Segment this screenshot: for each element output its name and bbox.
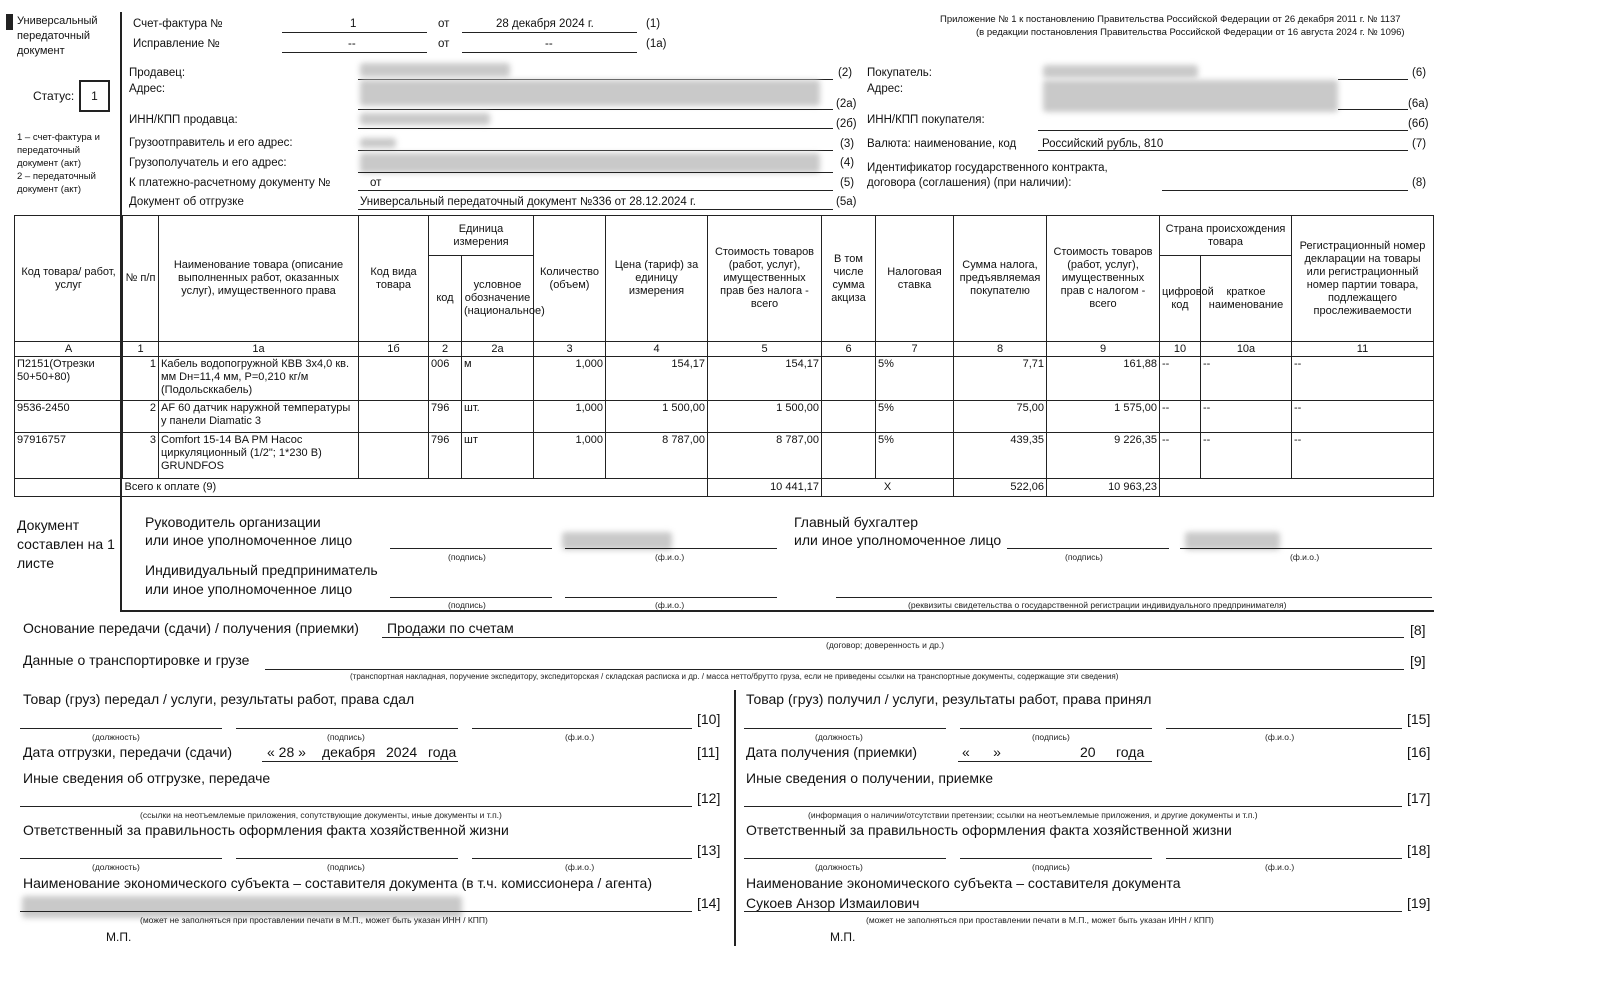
ip-requisites-cap: (реквизиты свидетельства о государственной регистрации индивидуального предпринимателя)	[908, 600, 1287, 610]
buyer-code: (6)	[1412, 67, 1427, 79]
right-resp-label: Ответственный за правильность оформления факта хозяйственной жизни	[746, 822, 1232, 838]
buyer-address-code: (6а)	[1408, 98, 1429, 110]
buyer-inn-code: (6б)	[1408, 118, 1429, 130]
received-label: Товар (груз) получил / услуги, результаты работ, права принял	[746, 691, 1152, 707]
shipdoc-label: Документ об отгрузке	[129, 196, 244, 208]
right-other-code: [17]	[1407, 790, 1431, 806]
handed-position-cap: (должность)	[92, 732, 140, 742]
left-resp-label: Ответственный за правильность оформления факта хозяйственной жизни	[23, 822, 509, 838]
status-note: 1 – счет-фактура и передаточный документ (акт) 2 – передаточный документ (акт)	[17, 132, 100, 195]
basis-value: Продажи по счетам	[387, 620, 514, 636]
right-other-caption: (информация о наличии/отсутствии претензии; ссылки на неотъемлемые приложения, и другие документы и т.п.)	[808, 810, 1258, 820]
seller-name-redacted	[360, 63, 510, 77]
right-resp-position-cap: (должность)	[815, 862, 863, 872]
transport-caption: (транспортная накладная, поручение экспедитору, экспедиторская / складская расписка и др. / масса нетто/брутто груза, если не приведены ссылки на транспортные документы, содержащие эти сведения)	[350, 672, 1119, 681]
payment-value: от	[370, 177, 382, 189]
left-resp-position-cap: (должность)	[92, 862, 140, 872]
correction-code: (1а)	[646, 38, 667, 50]
seller-label: Продавец:	[129, 67, 186, 79]
right-entity-caption: (может не заполняться при проставлении печати в М.П., может быть указан ИНН / КПП)	[866, 915, 1214, 925]
head-label-2: или иное уполномоченное лицо	[145, 532, 353, 548]
doc-type: Универсальный передаточный документ	[17, 15, 98, 57]
total-cost: 10 441,17	[708, 479, 822, 497]
status-box: 1	[79, 80, 110, 112]
th-qty: Количество (объем)	[534, 216, 606, 342]
ship-day: « 28 »	[267, 744, 306, 760]
ip-fio-cap: (ф.и.о.)	[655, 600, 685, 610]
total-label: Всего к оплате (9)	[123, 479, 708, 497]
currency-code: (7)	[1412, 138, 1427, 150]
left-resp-code: [13]	[697, 842, 721, 858]
invoice-label: Счет-фактура №	[133, 18, 223, 30]
left-stamp: М.П.	[106, 930, 132, 944]
th-rate: Налоговая ставка	[876, 216, 954, 342]
consignee-code: (4)	[840, 157, 855, 169]
buyer-name-redacted	[1043, 65, 1198, 78]
invoice-date: 28 декабря 2024 г.	[496, 18, 594, 30]
consignee-label: Грузополучатель и его адрес:	[129, 157, 287, 169]
ip-label-1: Индивидуальный предприниматель	[145, 562, 378, 578]
center-divider	[734, 690, 736, 946]
accountant-label-2: или иное уполномоченное лицо	[794, 532, 1002, 548]
received-fio-cap: (ф.и.о.)	[1265, 732, 1295, 742]
recv-day: « »	[962, 744, 1001, 760]
th-npp: № п/п	[123, 216, 159, 342]
left-entity-code: [14]	[697, 895, 721, 911]
recv-date-label: Дата получения (приемки)	[746, 744, 918, 760]
contract-label-1: Идентификатор государственного контракта,	[867, 162, 1108, 174]
left-entity-label: Наименование экономического субъекта – составителя документа (в т.ч. комиссионера / агента)	[23, 875, 652, 891]
left-resp-fio-cap: (ф.и.о.)	[565, 862, 595, 872]
recv-year: 20	[1080, 744, 1096, 760]
received-position-cap: (должность)	[815, 732, 863, 742]
seller-code: (2)	[838, 67, 853, 79]
status-label: Статус:	[33, 89, 75, 103]
correction-label: Исправление №	[133, 38, 220, 50]
total-with-tax: 10 963,23	[1047, 479, 1160, 497]
shipdoc-code: (5а)	[836, 196, 857, 208]
shipper-redacted	[360, 138, 396, 148]
buyer-label: Покупатель:	[867, 67, 932, 79]
shipper-code: (3)	[840, 138, 855, 150]
th-name: Наименование товара (описание выполненных работ, оказанных услуг), имущественного права	[159, 216, 359, 342]
table-row: 97916757 3 Comfort 15-14 BA PM Насос циркуляционный (1/2"; 1*230 В) GRUNDFOS 796 шт 1,000 8 787,00 8 787,00 5% 439,35 9 226,35 -- -- --	[15, 433, 1434, 479]
left-other-code: [12]	[697, 790, 721, 806]
total-row	[15, 479, 1434, 497]
sign-bottom-border	[121, 610, 1434, 612]
sheets-note: Документ составлен на 1 листе	[17, 517, 115, 571]
th-country-code: цифровой код	[1160, 256, 1201, 342]
buyer-address-redacted	[1043, 80, 1338, 112]
received-code: [15]	[1407, 711, 1431, 727]
currency-label: Валюта: наименование, код	[867, 138, 1017, 150]
handed-fio-cap: (ф.и.о.)	[565, 732, 595, 742]
payment-label: К платежно-расчетному документу №	[129, 177, 331, 189]
transport-label: Данные о транспортировке и грузе	[23, 652, 250, 668]
seller-inn-redacted	[360, 113, 490, 125]
shipdoc-value: Универсальный передаточный документ №336 от 28.12.2024 г.	[360, 196, 697, 208]
basis-caption: (договор; доверенность и др.)	[826, 640, 945, 650]
th-price: Цена (тариф) за единицу измерения	[606, 216, 708, 342]
appendix-line1: Приложение № 1 к постановлению Правительства Российской Федерации от 26 декабря 2011 г. № 1137	[940, 14, 1401, 25]
accountant-sign-cap: (подпись)	[1065, 552, 1103, 562]
ip-sign-cap: (подпись)	[448, 600, 486, 610]
head-fio-cap: (ф.и.о.)	[655, 552, 685, 562]
shipper-label: Грузоотправитель и его адрес:	[129, 137, 293, 149]
ship-year-word: года	[428, 744, 457, 760]
accountant-fio-cap: (ф.и.о.)	[1290, 552, 1320, 562]
seller-inn-label: ИНН/КПП продавца:	[129, 114, 238, 126]
payment-code: (5)	[840, 177, 855, 189]
right-resp-fio-cap: (ф.и.о.)	[1265, 862, 1295, 872]
invoice-code: (1)	[646, 18, 661, 30]
th-country: Страна происхождения товара	[1160, 216, 1292, 256]
left-other-caption: (ссылки на неотъемлемые приложения, сопутствующие документы, иные документы и т.п.)	[140, 810, 502, 820]
head-sign-cap: (подпись)	[448, 552, 486, 562]
table-row: П2151(Отрезки 50+50+80) 1 Кабель водопогружной КВВ 3х4,0 кв. мм Dн=11,4 мм, P=0,210 кг/м (Подольсккабель) 006 м 1,000 154,17 154,17 5% 7,71 161,88 -- -- --	[15, 357, 1434, 401]
ship-month: декабря	[322, 744, 376, 760]
left-entity-caption: (может не заполняться при проставлении печати в М.П., может быть указан ИНН / КПП)	[140, 915, 488, 925]
buyer-inn-label: ИНН/КПП покупателя:	[867, 114, 985, 126]
seller-address-code: (2а)	[836, 98, 857, 110]
right-other-label: Иные сведения о получении, приемке	[746, 770, 994, 786]
index-row: А 1 1а 1б 2 2а 3 4 5 6 7 8 9 10 10а 11	[15, 342, 1434, 357]
currency-value: Российский рубль, 810	[1042, 138, 1164, 150]
basis-label: Основание передачи (сдачи) / получения (приемки)	[23, 620, 359, 636]
appendix-line2: (в редакции постановления Правительства Российской Федерации от 16 августа 2024 г. № 1096)	[976, 27, 1405, 38]
seller-address-label: Адрес:	[129, 83, 166, 95]
accountant-label-1: Главный бухгалтер	[794, 514, 918, 530]
right-entity-label: Наименование экономического субъекта – составителя документа	[746, 875, 1181, 891]
left-other-label: Иные сведения об отгрузке, передаче	[23, 770, 271, 786]
table-row: 9536-2450 2 AF 60 датчик наружной температуры у панели Diamatic 3 796 шт. 1,000 1 500,00 1 500,00 5% 75,00 1 575,00 -- -- --	[15, 401, 1434, 433]
right-resp-sign-cap: (подпись)	[1032, 862, 1070, 872]
buyer-address-label: Адрес:	[867, 83, 904, 95]
total-tax: 522,06	[954, 479, 1047, 497]
basis-code: [8]	[1410, 622, 1426, 638]
ship-date-label: Дата отгрузки, передачи (сдачи)	[23, 744, 233, 760]
invoice-from: от	[438, 18, 450, 30]
th-unit-code: код	[429, 256, 462, 342]
th-cost: Стоимость товаров (работ, услуг), имущественных прав без налога - всего	[708, 216, 822, 342]
th-unit-name: условное обозначение (национальное)	[462, 256, 534, 342]
contract-label-2: договора (соглашения) (при наличии):	[867, 177, 1072, 189]
ship-date-code: [11]	[697, 744, 720, 760]
contract-code: (8)	[1412, 177, 1427, 189]
recv-date-code: [16]	[1407, 744, 1431, 760]
right-resp-code: [18]	[1407, 842, 1431, 858]
left-resp-sign-cap: (подпись)	[327, 862, 365, 872]
handed-sign-cap: (подпись)	[327, 732, 365, 742]
right-entity-value: Сукоев Анзор Измаилович	[746, 895, 920, 911]
right-entity-code: [19]	[1407, 895, 1431, 911]
th-code: Код товара/ работ, услуг	[15, 216, 123, 342]
correction-date: --	[545, 38, 553, 50]
head-label-1: Руководитель организации	[145, 514, 321, 530]
recv-year-word: года	[1116, 744, 1145, 760]
th-reg: Регистрационный номер декларации на товары или регистрационный номер партии товара, подлежащего прослеживаемости	[1292, 216, 1434, 342]
received-sign-cap: (подпись)	[1032, 732, 1070, 742]
th-total: Стоимость товаров (работ, услуг), имущественных прав с налогом - всего	[1047, 216, 1160, 342]
correction-number: --	[348, 38, 356, 50]
invoice-number: 1	[350, 18, 357, 30]
correction-from: от	[438, 38, 450, 50]
total-excise: Х	[822, 479, 954, 497]
th-unit: Единица измерения	[429, 216, 534, 256]
th-kind: Код вида товара	[359, 216, 429, 342]
transport-code: [9]	[1410, 653, 1426, 669]
right-stamp: М.П.	[830, 930, 856, 944]
ip-label-2: или иное уполномоченное лицо	[145, 581, 353, 597]
handed-code: [10]	[697, 711, 721, 727]
consignee-redacted	[360, 153, 820, 173]
goods-table	[14, 215, 1434, 497]
th-excise: В том числе сумма акциза	[822, 216, 876, 342]
ship-year: 2024	[386, 744, 418, 760]
seller-address-redacted	[360, 80, 820, 106]
th-tax: Сумма налога, предъявляемая покупателю	[954, 216, 1047, 342]
seller-inn-code: (2б)	[836, 118, 857, 130]
side-marker	[6, 14, 13, 30]
th-country-name: краткое наименование	[1201, 256, 1292, 342]
handed-label: Товар (груз) передал / услуги, результаты работ, права сдал	[23, 691, 415, 707]
